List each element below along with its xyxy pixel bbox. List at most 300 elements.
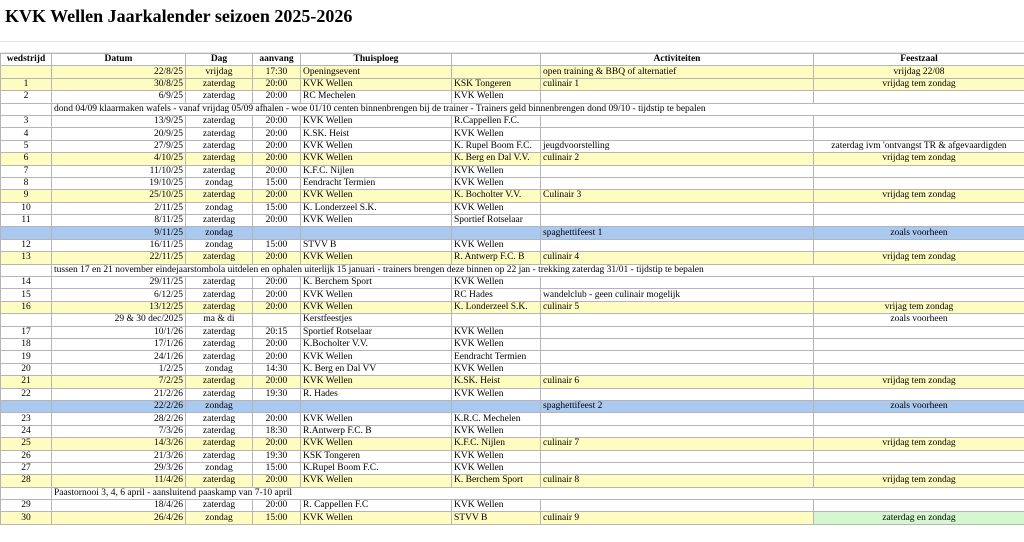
cell-wedstrijd[interactable]	[1, 400, 52, 412]
cell-feestzaal[interactable]	[814, 388, 1024, 400]
cell-wedstrijd[interactable]: 25	[1, 438, 52, 450]
cell-aanvang[interactable]: 20:00	[253, 277, 301, 289]
cell-dag[interactable]: zaterdag	[186, 140, 253, 152]
cell-datum[interactable]: 18/4/26	[52, 500, 186, 512]
cell-thuisploeg[interactable]	[301, 400, 452, 412]
cell-uitploeg[interactable]: KVK Wellen	[452, 91, 541, 103]
cell-thuisploeg[interactable]: KVK Wellen	[301, 289, 452, 301]
cell-wedstrijd[interactable]	[1, 314, 52, 326]
cell-aanvang[interactable]: 15:00	[253, 462, 301, 474]
cell-feestzaal[interactable]: zaterdag en zondag	[814, 512, 1024, 524]
cell-feestzaal[interactable]: vrijag tem zondag	[814, 301, 1024, 313]
note-cell[interactable]	[52, 103, 1024, 115]
cell-datum[interactable]: 14/3/26	[52, 438, 186, 450]
header-dag[interactable]: Dag	[186, 54, 253, 66]
cell-activiteiten[interactable]: culinair 8	[541, 475, 814, 487]
cell-thuisploeg[interactable]: KVK Wellen	[301, 438, 452, 450]
cell-datum[interactable]: 24/1/26	[52, 351, 186, 363]
cell-activiteiten[interactable]	[541, 314, 814, 326]
cell-uitploeg[interactable]: KVK Wellen	[452, 326, 541, 338]
cell-activiteiten[interactable]	[541, 115, 814, 127]
cell-datum[interactable]: 8/11/25	[52, 215, 186, 227]
cell-wedstrijd[interactable]: 18	[1, 338, 52, 350]
cell-feestzaal[interactable]	[814, 115, 1024, 127]
table-row	[1, 239, 1024, 251]
cell-aanvang[interactable]: 20:00	[253, 289, 301, 301]
cell-datum[interactable]: 13/9/25	[52, 115, 186, 127]
cell-aanvang[interactable]: 15:00	[253, 512, 301, 524]
cell-feestzaal[interactable]	[814, 413, 1024, 425]
cell-thuisploeg[interactable]: K.SK. Heist	[301, 128, 452, 140]
cell-dag[interactable]: zondag	[186, 239, 253, 251]
cell-dag[interactable]: zaterdag	[186, 215, 253, 227]
cell-aanvang[interactable]	[253, 400, 301, 412]
cell-wedstrijd[interactable]: 15	[1, 289, 52, 301]
cell-activiteiten[interactable]	[541, 202, 814, 214]
cell-thuisploeg[interactable]: Eendracht Termien	[301, 177, 452, 189]
cell-wedstrijd[interactable]	[1, 66, 52, 78]
cell-thuisploeg[interactable]: KVK Wellen	[301, 215, 452, 227]
cell-activiteiten[interactable]	[541, 91, 814, 103]
cell-dag[interactable]: zaterdag	[186, 289, 253, 301]
cell-dag[interactable]: zaterdag	[186, 153, 253, 165]
cell-uitploeg[interactable]: KVK Wellen	[452, 165, 541, 177]
cell-aanvang[interactable]: 20:00	[253, 301, 301, 313]
header-feestzaal[interactable]: Feestzaal	[814, 54, 1024, 66]
cell-aanvang[interactable]: 20:00	[253, 153, 301, 165]
cell-wedstrijd[interactable]: 29	[1, 500, 52, 512]
cell-dag[interactable]: zaterdag	[186, 351, 253, 363]
table-row	[1, 277, 1024, 289]
cell-dag[interactable]: vrijdag	[186, 66, 253, 78]
cell-wedstrijd[interactable]: 14	[1, 277, 52, 289]
cell-uitploeg[interactable]: K.R.C. Mechelen	[452, 413, 541, 425]
cell-aanvang[interactable]: 20:00	[253, 351, 301, 363]
cell-aanvang[interactable]: 20:00	[253, 376, 301, 388]
note-cell[interactable]	[52, 264, 1024, 276]
cell-uitploeg[interactable]: KVK Wellen	[452, 363, 541, 375]
cell-aanvang[interactable]: 14:30	[253, 363, 301, 375]
cell-uitploeg[interactable]: KVK Wellen	[452, 500, 541, 512]
cell-dag[interactable]: zaterdag	[186, 450, 253, 462]
cell-aanvang[interactable]: 19:30	[253, 388, 301, 400]
table-row	[1, 78, 1024, 90]
cell-thuisploeg[interactable]: K.F.C. Nijlen	[301, 165, 452, 177]
cell-uitploeg[interactable]: K. Berchem Sport	[452, 475, 541, 487]
cell-feestzaal[interactable]: vrijdag tem zondag	[814, 153, 1024, 165]
cell-datum[interactable]: 26/4/26	[52, 512, 186, 524]
table-row	[1, 425, 1024, 437]
note-row	[1, 487, 1024, 499]
cell-uitploeg[interactable]: KVK Wellen	[452, 202, 541, 214]
cell-wedstrijd[interactable]: 8	[1, 177, 52, 189]
cell-aanvang[interactable]: 20:00	[253, 165, 301, 177]
cell-wedstrijd[interactable]: 7	[1, 165, 52, 177]
cell-thuisploeg[interactable]: KVK Wellen	[301, 115, 452, 127]
cell-activiteiten[interactable]: culinair 4	[541, 252, 814, 264]
cell-activiteiten[interactable]	[541, 338, 814, 350]
cell-aanvang[interactable]: 15:00	[253, 239, 301, 251]
cell-aanvang[interactable]: 20:00	[253, 78, 301, 90]
cell-feestzaal[interactable]	[814, 91, 1024, 103]
cell-thuisploeg[interactable]: KVK Wellen	[301, 301, 452, 313]
cell-dag[interactable]: zondag	[186, 462, 253, 474]
table-row	[1, 326, 1024, 338]
cell-aanvang[interactable]: 20:00	[253, 438, 301, 450]
cell-aanvang[interactable]: 20:00	[253, 413, 301, 425]
cell-thuisploeg[interactable]: KVK Wellen	[301, 252, 452, 264]
header-aanvang[interactable]: aanvang	[253, 54, 301, 66]
cell-dag[interactable]: zondag	[186, 400, 253, 412]
cell-wedstrijd[interactable]: 4	[1, 128, 52, 140]
cell-uitploeg[interactable]: Eendracht Termien	[452, 351, 541, 363]
cell-datum[interactable]: 7/2/25	[52, 376, 186, 388]
cell-datum[interactable]: 21/3/26	[52, 450, 186, 462]
cell-wedstrijd[interactable]: 16	[1, 301, 52, 313]
cell-wedstrijd[interactable]: 26	[1, 450, 52, 462]
header-wedstrijd[interactable]: wedstrijd	[1, 54, 52, 66]
cell-wedstrijd[interactable]: 5	[1, 140, 52, 152]
cell-uitploeg[interactable]: KVK Wellen	[452, 239, 541, 251]
cell-feestzaal[interactable]	[814, 165, 1024, 177]
cell-activiteiten[interactable]: culinair 1	[541, 78, 814, 90]
cell-activiteiten[interactable]: culinair 7	[541, 438, 814, 450]
cell-feestzaal[interactable]	[814, 500, 1024, 512]
cell-uitploeg[interactable]: K. Rupel Boom F.C.	[452, 140, 541, 152]
header-uitploeg[interactable]	[452, 54, 541, 66]
cell-wedstrijd[interactable]: 2	[1, 91, 52, 103]
cell-activiteiten[interactable]: culinair 6	[541, 376, 814, 388]
cell-uitploeg[interactable]: KVK Wellen	[452, 338, 541, 350]
cell-uitploeg[interactable]: RC Hades	[452, 289, 541, 301]
cell-activiteiten[interactable]	[541, 177, 814, 189]
cell-dag[interactable]: zaterdag	[186, 165, 253, 177]
cell-feestzaal[interactable]: zoals voorheen	[814, 400, 1024, 412]
cell-uitploeg[interactable]: K.F.C. Nijlen	[452, 438, 541, 450]
cell-wedstrijd[interactable]: 12	[1, 239, 52, 251]
cell-dag[interactable]: zondag	[186, 202, 253, 214]
cell-datum[interactable]: 10/1/26	[52, 326, 186, 338]
cell-wedstrijd[interactable]: 30	[1, 512, 52, 524]
cell-thuisploeg[interactable]: KVK Wellen	[301, 413, 452, 425]
cell-activiteiten[interactable]	[541, 425, 814, 437]
cell-uitploeg[interactable]: K. Londerzeel S.K.	[452, 301, 541, 313]
cell-feestzaal[interactable]	[814, 202, 1024, 214]
cell-datum[interactable]: 16/11/25	[52, 239, 186, 251]
cell-feestzaal[interactable]: vrijdag tem zondag	[814, 438, 1024, 450]
cell-dag[interactable]: zaterdag	[186, 301, 253, 313]
cell-feestzaal[interactable]	[814, 338, 1024, 350]
cell-thuisploeg[interactable]: R.Antwerp F.C. B	[301, 425, 452, 437]
cell-feestzaal[interactable]: vrijdag tem zondag	[814, 252, 1024, 264]
cell-datum[interactable]: 6/9/25	[52, 91, 186, 103]
cell-aanvang[interactable]: 19:30	[253, 450, 301, 462]
cell-wedstrijd[interactable]: 24	[1, 425, 52, 437]
cell-aanvang[interactable]: 17:30	[253, 66, 301, 78]
cell-wedstrijd[interactable]: 22	[1, 388, 52, 400]
cell-uitploeg[interactable]: Sportief Rotselaar	[452, 215, 541, 227]
cell-uitploeg[interactable]	[452, 400, 541, 412]
cell-datum[interactable]: 22/2/26	[52, 400, 186, 412]
cell-thuisploeg[interactable]	[301, 227, 452, 239]
cell-dag[interactable]: zaterdag	[186, 128, 253, 140]
header-activiteiten[interactable]: Activiteiten	[541, 54, 814, 66]
cell-datum[interactable]: 20/9/25	[52, 128, 186, 140]
cell-feestzaal[interactable]	[814, 351, 1024, 363]
cell-feestzaal[interactable]	[814, 425, 1024, 437]
cell-dag[interactable]: zaterdag	[186, 91, 253, 103]
cell-thuisploeg[interactable]: K. Londerzeel S.K.	[301, 202, 452, 214]
table-row	[1, 301, 1024, 313]
cell-datum[interactable]: 7/3/26	[52, 425, 186, 437]
cell-uitploeg[interactable]: KVK Wellen	[452, 128, 541, 140]
cell-aanvang[interactable]: 20:00	[253, 475, 301, 487]
cell-uitploeg[interactable]: STVV B	[452, 512, 541, 524]
cell-feestzaal[interactable]	[814, 177, 1024, 189]
cell-activiteiten[interactable]: culinair 9	[541, 512, 814, 524]
cell-aanvang[interactable]: 15:00	[253, 202, 301, 214]
cell-dag[interactable]: zaterdag	[186, 376, 253, 388]
cell-dag[interactable]: zaterdag	[186, 190, 253, 202]
cell-wedstrijd[interactable]: 3	[1, 115, 52, 127]
cell-aanvang[interactable]	[253, 314, 301, 326]
cell-feestzaal[interactable]	[814, 277, 1024, 289]
empty-grid-rows	[0, 30, 1024, 53]
cell-wedstrijd[interactable]: 9	[1, 190, 52, 202]
cell-uitploeg[interactable]: K.SK. Heist	[452, 376, 541, 388]
cell-aanvang[interactable]: 20:00	[253, 500, 301, 512]
cell-dag[interactable]: ma & di	[186, 314, 253, 326]
cell-datum[interactable]: 11/10/25	[52, 165, 186, 177]
note-cell[interactable]	[52, 487, 1024, 499]
cell-feestzaal[interactable]	[814, 462, 1024, 474]
cell-aanvang[interactable]: 20:00	[253, 252, 301, 264]
note-spacer-cell[interactable]	[1, 487, 52, 499]
cell-uitploeg[interactable]	[452, 314, 541, 326]
cell-datum[interactable]: 28/2/26	[52, 413, 186, 425]
cell-activiteiten[interactable]	[541, 165, 814, 177]
cell-activiteiten[interactable]: jeugdvoorstelling	[541, 140, 814, 152]
cell-datum[interactable]: 22/11/25	[52, 252, 186, 264]
cell-dag[interactable]: zaterdag	[186, 338, 253, 350]
cell-feestzaal[interactable]: vrijdag tem zondag	[814, 376, 1024, 388]
cell-activiteiten[interactable]: wandelclub - geen culinair mogelijk	[541, 289, 814, 301]
cell-thuisploeg[interactable]: KVK Wellen	[301, 512, 452, 524]
cell-datum[interactable]: 2/11/25	[52, 202, 186, 214]
cell-feestzaal[interactable]	[814, 326, 1024, 338]
cell-thuisploeg[interactable]: R. Cappellen F.C	[301, 500, 452, 512]
cell-activiteiten[interactable]: culinair 2	[541, 153, 814, 165]
cell-thuisploeg[interactable]: Kerstfeestjes	[301, 314, 452, 326]
note-spacer-cell[interactable]	[1, 103, 52, 115]
cell-feestzaal[interactable]: zoals voorheen	[814, 227, 1024, 239]
cell-feestzaal[interactable]	[814, 128, 1024, 140]
cell-wedstrijd[interactable]: 11	[1, 215, 52, 227]
cell-activiteiten[interactable]	[541, 450, 814, 462]
cell-dag[interactable]: zaterdag	[186, 438, 253, 450]
cell-activiteiten[interactable]: spaghettifeest 2	[541, 400, 814, 412]
cell-thuisploeg[interactable]: K. Berchem Sport	[301, 277, 452, 289]
cell-datum[interactable]: 22/8/25	[52, 66, 186, 78]
cell-wedstrijd[interactable]: 13	[1, 252, 52, 264]
cell-dag[interactable]: zaterdag	[186, 277, 253, 289]
cell-feestzaal[interactable]	[814, 363, 1024, 375]
cell-wedstrijd[interactable]: 28	[1, 475, 52, 487]
cell-uitploeg[interactable]	[452, 66, 541, 78]
cell-aanvang[interactable]: 20:00	[253, 338, 301, 350]
cell-activiteiten[interactable]	[541, 500, 814, 512]
cell-datum[interactable]: 17/1/26	[52, 338, 186, 350]
cell-dag[interactable]: zaterdag	[186, 326, 253, 338]
cell-aanvang[interactable]: 20:00	[253, 190, 301, 202]
cell-activiteiten[interactable]	[541, 462, 814, 474]
cell-datum[interactable]: 25/10/25	[52, 190, 186, 202]
cell-aanvang[interactable]: 20:00	[253, 115, 301, 127]
cell-thuisploeg[interactable]: K.Bocholter V.V.	[301, 338, 452, 350]
cell-feestzaal[interactable]: vrijdag tem zondag	[814, 190, 1024, 202]
cell-thuisploeg[interactable]: KVK Wellen	[301, 78, 452, 90]
cell-feestzaal[interactable]	[814, 239, 1024, 251]
cell-uitploeg[interactable]: R.Cappellen F.C.	[452, 115, 541, 127]
cell-uitploeg[interactable]: KVK Wellen	[452, 450, 541, 462]
cell-wedstrijd[interactable]: 17	[1, 326, 52, 338]
cell-aanvang[interactable]	[253, 227, 301, 239]
cell-dag[interactable]: zaterdag	[186, 500, 253, 512]
cell-wedstrijd[interactable]: 6	[1, 153, 52, 165]
cell-feestzaal[interactable]	[814, 450, 1024, 462]
cell-activiteiten[interactable]	[541, 351, 814, 363]
cell-wedstrijd[interactable]: 1	[1, 78, 52, 90]
cell-feestzaal[interactable]: vrijdag tem zondag	[814, 78, 1024, 90]
cell-aanvang[interactable]: 20:00	[253, 140, 301, 152]
cell-datum[interactable]: 1/2/25	[52, 363, 186, 375]
cell-datum[interactable]: 29/3/26	[52, 462, 186, 474]
cell-dag[interactable]: zaterdag	[186, 425, 253, 437]
cell-feestzaal[interactable]: vrijdag 22/08	[814, 66, 1024, 78]
cell-dag[interactable]: zaterdag	[186, 413, 253, 425]
cell-uitploeg[interactable]	[452, 227, 541, 239]
cell-thuisploeg[interactable]: KVK Wellen	[301, 153, 452, 165]
cell-aanvang[interactable]: 18:30	[253, 425, 301, 437]
cell-dag[interactable]: zaterdag	[186, 252, 253, 264]
table-row	[1, 400, 1024, 412]
table-row	[1, 153, 1024, 165]
cell-activiteiten[interactable]	[541, 413, 814, 425]
cell-dag[interactable]: zondag	[186, 512, 253, 524]
cell-aanvang[interactable]: 20:00	[253, 128, 301, 140]
page-title: KVK Wellen Jaarkalender seizoen 2025-2026	[5, 6, 353, 26]
cell-datum[interactable]: 29 & 30 dec/2025	[52, 314, 186, 326]
cell-activiteiten[interactable]	[541, 239, 814, 251]
cell-uitploeg[interactable]: K. Bocholter V.V.	[452, 190, 541, 202]
cell-activiteiten[interactable]: spaghettifeest 1	[541, 227, 814, 239]
cell-datum[interactable]: 11/4/26	[52, 475, 186, 487]
cell-uitploeg[interactable]: KVK Wellen	[452, 425, 541, 437]
header-thuisploeg[interactable]: Thuisploeg	[301, 54, 452, 66]
cell-activiteiten[interactable]: Culinair 3	[541, 190, 814, 202]
cell-thuisploeg[interactable]: KVK Wellen	[301, 376, 452, 388]
cell-thuisploeg[interactable]: Openingsevent	[301, 66, 452, 78]
cell-uitploeg[interactable]: KVK Wellen	[452, 277, 541, 289]
cell-wedstrijd[interactable]: 19	[1, 351, 52, 363]
cell-thuisploeg[interactable]: K.Rupel Boom F.C.	[301, 462, 452, 474]
cell-activiteiten[interactable]	[541, 326, 814, 338]
cell-uitploeg[interactable]: KSK Tongeren	[452, 78, 541, 90]
cell-aanvang[interactable]: 20:00	[253, 91, 301, 103]
table-row	[1, 338, 1024, 350]
cell-wedstrijd[interactable]: 27	[1, 462, 52, 474]
cell-activiteiten[interactable]: open training & BBQ of alternatief	[541, 66, 814, 78]
cell-feestzaal[interactable]	[814, 289, 1024, 301]
cell-feestzaal[interactable]	[814, 215, 1024, 227]
cell-feestzaal[interactable]: vrijdag tem zondag	[814, 475, 1024, 487]
cell-uitploeg[interactable]: R. Antwerp F.C. B	[452, 252, 541, 264]
cell-dag[interactable]: zaterdag	[186, 115, 253, 127]
cell-activiteiten[interactable]	[541, 388, 814, 400]
cell-datum[interactable]: 30/8/25	[52, 78, 186, 90]
cell-wedstrijd[interactable]: 23	[1, 413, 52, 425]
cell-activiteiten[interactable]	[541, 128, 814, 140]
cell-feestzaal[interactable]: zaterdag ivm 'ontvangst TR & afgevaardigden	[814, 140, 1024, 152]
note-text: dond 04/09 klaarmaken wafels - vanaf vrijdag 05/09 afhalen - woe 01/10 centen binnenbrengen bij de trainer - Trainers geld binnenbrengen dond 09/10 - tijdstip te bepalen	[54, 103, 706, 114]
cell-dag[interactable]: zondag	[186, 363, 253, 375]
cell-uitploeg[interactable]: KVK Wellen	[452, 462, 541, 474]
cell-aanvang[interactable]: 20:15	[253, 326, 301, 338]
note-spacer-cell[interactable]	[1, 264, 52, 276]
cell-aanvang[interactable]: 20:00	[253, 215, 301, 227]
cell-datum[interactable]: 27/9/25	[52, 140, 186, 152]
header-row	[1, 54, 1024, 66]
cell-datum[interactable]: 4/10/25	[52, 153, 186, 165]
cell-uitploeg[interactable]: KVK Wellen	[452, 177, 541, 189]
cell-thuisploeg[interactable]: KSK Tongeren	[301, 450, 452, 462]
cell-wedstrijd[interactable]: 20	[1, 363, 52, 375]
cell-activiteiten[interactable]	[541, 277, 814, 289]
cell-thuisploeg[interactable]: K. Berg en Dal VV	[301, 363, 452, 375]
cell-dag[interactable]: zaterdag	[186, 388, 253, 400]
cell-wedstrijd[interactable]	[1, 227, 52, 239]
cell-thuisploeg[interactable]: RC Mechelen	[301, 91, 452, 103]
cell-activiteiten[interactable]: culinair 5	[541, 301, 814, 313]
cell-thuisploeg[interactable]: KVK Wellen	[301, 190, 452, 202]
cell-datum[interactable]: 19/10/25	[52, 177, 186, 189]
cell-wedstrijd[interactable]: 10	[1, 202, 52, 214]
cell-aanvang[interactable]: 15:00	[253, 177, 301, 189]
cell-uitploeg[interactable]: K. Berg en Dal V.V.	[452, 153, 541, 165]
cell-activiteiten[interactable]	[541, 215, 814, 227]
cell-activiteiten[interactable]	[541, 363, 814, 375]
cell-datum[interactable]: 29/11/25	[52, 277, 186, 289]
cell-datum[interactable]: 9/11/25	[52, 227, 186, 239]
cell-dag[interactable]: zaterdag	[186, 78, 253, 90]
cell-datum[interactable]: 21/2/26	[52, 388, 186, 400]
cell-dag[interactable]: zondag	[186, 177, 253, 189]
header-datum[interactable]: Datum	[52, 54, 186, 66]
cell-thuisploeg[interactable]: R. Hades	[301, 388, 452, 400]
cell-uitploeg[interactable]: KVK Wellen	[452, 388, 541, 400]
cell-wedstrijd[interactable]: 21	[1, 376, 52, 388]
cell-dag[interactable]: zondag	[186, 227, 253, 239]
cell-thuisploeg[interactable]: Sportief Rotselaar	[301, 326, 452, 338]
cell-thuisploeg[interactable]: KVK Wellen	[301, 475, 452, 487]
cell-feestzaal[interactable]: zoals voorheen	[814, 314, 1024, 326]
cell-datum[interactable]: 13/12/25	[52, 301, 186, 313]
cell-dag[interactable]: zaterdag	[186, 475, 253, 487]
cell-datum[interactable]: 6/12/25	[52, 289, 186, 301]
cell-thuisploeg[interactable]: KVK Wellen	[301, 351, 452, 363]
cell-thuisploeg[interactable]: KVK Wellen	[301, 140, 452, 152]
cell-thuisploeg[interactable]: STVV B	[301, 239, 452, 251]
